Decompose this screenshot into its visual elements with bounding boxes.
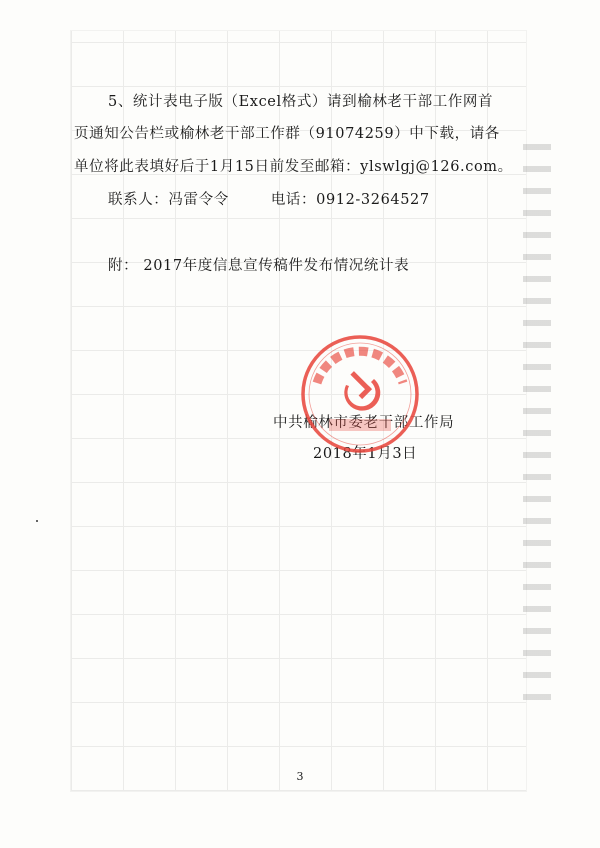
item-5-line-1: 5、统计表电子版（Excel格式）请到榆林老干部工作网首: [108, 94, 494, 110]
signing-date: 2018年1月3日: [313, 446, 418, 462]
signing-organization: 中共榆林市委老干部工作局: [273, 415, 455, 431]
page-number: 3: [296, 770, 304, 783]
bleed-through-strip: [523, 140, 551, 700]
item-5-line-2: 页通知公告栏或榆林老干部工作群（91074259）中下载，请各: [74, 126, 500, 142]
contact-line: [108, 190, 430, 210]
contact-phone: 电话：0912-3264527: [270, 192, 430, 208]
official-seal-icon: [299, 333, 421, 455]
attachment-line: 附： 2017年度信息宣传稿件发布情况统计表: [108, 258, 410, 274]
contact-person: 联系人：冯雷令令: [108, 192, 229, 208]
scan-speck: [36, 520, 38, 522]
item-5-line-3: 单位将此表填好后于1月15日前发至邮箱：ylswlgj@126.com。: [74, 159, 513, 175]
